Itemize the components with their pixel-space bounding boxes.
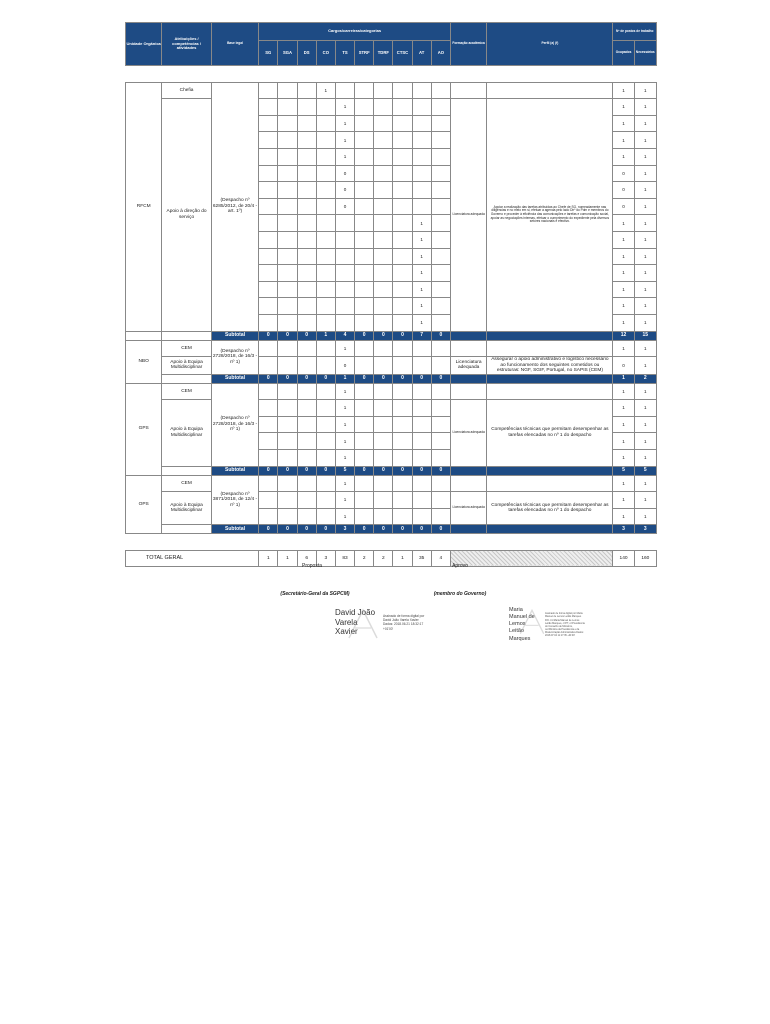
apoio-nbo: Apoio à Equipa Multidisciplinar <box>162 357 211 375</box>
table-row: 1 1 1 <box>126 281 657 298</box>
table-row: 1 1 1 <box>126 508 657 525</box>
role-left: (Secretário-Geral da SGPCM) <box>280 591 350 597</box>
unit-gps: GPS <box>126 383 162 475</box>
cat-sg: SG <box>259 41 278 66</box>
table-row: GPS CEM (Despacho nº 2728/2018, de 16/3 - nº 1) 1 1 1 <box>126 383 657 400</box>
table-row: 1 1 1 <box>126 231 657 248</box>
cem-label: CEM <box>162 340 211 357</box>
formacao-gps: Licenciatura adequada <box>450 400 486 466</box>
apoio-rfcm: Apoio à direção do serviço <box>162 99 211 331</box>
total-row: TOTAL GERAL 1 1 6 3 83 2 2 1 35 4 140 160 <box>126 550 657 566</box>
cat-strf: STRF <box>355 41 374 66</box>
staff-map-table <box>125 22 657 567</box>
table-row: 1 1 1 <box>126 265 657 282</box>
formacao-ops: Licenciatura adequada <box>450 492 486 525</box>
subtotal-label: Subtotal <box>211 374 258 383</box>
header-row-1 <box>126 23 657 41</box>
cem-label: CEM <box>162 475 211 492</box>
role-right: (membro do Governo) <box>433 591 487 597</box>
table-row: 1 1 1 <box>126 215 657 232</box>
table-row: NBO CEM (Despacho nº 2728/2018, de 16/3 - nº 1) 1 1 1 <box>126 340 657 357</box>
signature-seal-icon <box>345 606 381 642</box>
table-row: 1 1 1 <box>126 416 657 433</box>
formacao-nbo: Licenciatura adequada <box>450 357 486 375</box>
unit-ops: OPS <box>126 475 162 534</box>
base-legal-nbo: (Despacho nº 2728/2018, de 16/3 - nº 1) <box>211 340 258 374</box>
perfil-gps: Competências técnicas que permitam desempenhar as tarefas elencadas no nº 1 do despacho <box>487 400 613 466</box>
proposta-label: Proposta <box>301 563 322 569</box>
table-row: RFCM Chefia (Despacho nº 6285/2012, de 20/4 - art. 1º) 1 1 1 <box>126 82 657 99</box>
signer-meta-right: Assinado de forma digital por Maria Manuel de Lemos Leitão Marques DN: cn=Maria Manuel de Lemos Leitão Marques, c=PT, o=Presidência do Conselho de Ministros, ou=Ministra da Presidência e da Modernização Administrativa Dados: 2018.07.04 11:17:35 +01'00' <box>545 612 585 638</box>
table-row: Apoio à Equipa Multidisciplinar 1 Licenciatura adequada Competências técnicas que permitam desempenhar as tarefas elencadas no nº 1 do despacho 1 1 <box>126 492 657 509</box>
cem-label: CEM <box>162 383 211 400</box>
table-row: 0 0 1 <box>126 165 657 182</box>
cat-ts: TS <box>335 41 354 66</box>
table-row: 0 0 1 <box>126 198 657 215</box>
spacer-row <box>126 66 657 83</box>
apoio-gps: Apoio à Equipa Multidisciplinar <box>162 400 211 466</box>
col-necessarios: Necessários <box>634 41 656 66</box>
col-unidade: Unidade Orgânica <box>126 23 162 66</box>
cat-ds: DS <box>297 41 316 66</box>
chefia-label: Chefia <box>162 82 211 99</box>
signature-footer <box>125 560 657 660</box>
subtotal-row-ops: Subtotal 0 0 0 0 3 0 0 0 0 0 3 3 <box>126 525 657 534</box>
table-row: 1 1 1 <box>126 148 657 165</box>
staff-map-sheet <box>125 22 657 567</box>
table-row: OPS CEM (Despacho nº 3871/2018, de 12/4 - nº 1) 1 1 1 <box>126 475 657 492</box>
cat-at: AT <box>412 41 431 66</box>
table-row: 1 1 1 <box>126 115 657 132</box>
col-cargos: Cargos/carreiras/categorias <box>259 23 451 41</box>
table-row: 0 0 1 <box>126 182 657 199</box>
signer-meta-left: Assinado de forma digital por David João Varela Xavier Dados: 2018.06.21 18:32:17 +01'00' <box>383 614 425 631</box>
col-formacao: Formação académica <box>450 23 486 66</box>
unit-rfcm: RFCM <box>126 82 162 331</box>
cat-ao: AO <box>431 41 450 66</box>
subtotal-row-rfcm: Subtotal 0 0 0 1 4 0 0 0 7 0 12 15 <box>126 331 657 340</box>
total-label: TOTAL GERAL <box>126 550 259 566</box>
table-row: Apoio à direção do serviço 1 Licenciatura adequada Apoiar a realização das tarefas atribuídas ao Chefe de SG, nomeadamente nas diligências e no meio em si, efetuar a agenda pelo lado Dirº do Pdm e membros do Governo e proceder à eficiência das comunicações e tarefas e comunicação social, apoiar as negociações internas, efetuar o cumprimento do expediente pela diversos setores nacionais e efectivo. 1 1 <box>126 99 657 116</box>
subtotal-label: Subtotal <box>211 466 258 475</box>
table-row: 1 1 1 <box>126 433 657 450</box>
base-legal-gps: (Despacho nº 2728/2018, de 16/3 - nº 1) <box>211 383 258 466</box>
perfil-ops: Competências técnicas que permitam desempenhar as tarefas elencadas no nº 1 do despacho <box>487 492 613 525</box>
col-base-legal: Base legal <box>211 23 258 66</box>
base-legal-rfcm: (Despacho nº 6285/2012, de 20/4 - art. 1º) <box>211 82 258 331</box>
cat-tdrf: TDRF <box>374 41 393 66</box>
table-row: 1 1 1 <box>126 248 657 265</box>
table-row: 1 1 1 <box>126 132 657 149</box>
apoio-ops: Apoio à Equipa Multidisciplinar <box>162 492 211 525</box>
col-ocupados: Ocupados <box>613 41 634 66</box>
table-row: Apoio à Equipa Multidisciplinar 1 Licenciatura adequada Competências técnicas que permitam desempenhar as tarefas elencadas no nº 1 do despacho 1 1 <box>126 400 657 417</box>
signer-name-right: Maria Manuel de Lemos Leitão Marques <box>509 607 535 642</box>
signer-name-left: David João Varela Xavier <box>335 608 376 637</box>
col-atribuicoes: Atribuições / competências / atividades <box>162 23 211 66</box>
signature-left <box>335 608 427 637</box>
signature-seal-icon <box>517 607 547 637</box>
subtotal-label: Subtotal <box>211 525 258 534</box>
base-legal-ops: (Despacho nº 3871/2018, de 12/4 - nº 1) <box>211 475 258 525</box>
unit-nbo: NBO <box>126 340 162 383</box>
subtotal-row-nbo: Subtotal 0 0 0 0 1 0 0 0 0 0 1 2 <box>126 374 657 383</box>
table-row: 1 1 1 <box>126 298 657 315</box>
aprovo-label: Aprovo <box>452 563 468 569</box>
perfil-nbo: Assegurar o apoio administrativo e logístico necessário ao funcionamento dos seguintes cometidos ou estruturas: NGF, SGIF, Portugal, no SAPIS (CEM) <box>487 357 613 375</box>
table-row: 1 1 1 <box>126 450 657 467</box>
cat-co: CO <box>316 41 335 66</box>
col-postos: Nº de postos de trabalho <box>613 23 657 41</box>
col-perfil: Perfil (a) (f) <box>487 23 613 66</box>
formacao-rfcm: Licenciatura adequada <box>450 99 486 331</box>
perfil-rfcm: Apoiar a realização das tarefas atribuídas ao Chefe de SG, nomeadamente nas diligências e no meio em si, efetuar a agenda pelo lado Dirº do Pdm e membros do Governo e proceder à eficiência das comunicações e tarefas e comunicação social, apoiar as negociações internas, efetuar o cumprimento do expediente pela diversos setores nacionais e efectivo. <box>487 99 613 331</box>
table-row: Apoio à Equipa Multidisciplinar 0 Licenciatura adequada Assegurar o apoio administrativo e logístico necessário ao funcionamento dos seguintes cometidos ou estruturas: NGF, SGIF, Portugal, no SAPIS (CEM) 0 1 <box>126 357 657 375</box>
cat-sga: SGA <box>278 41 297 66</box>
subtotal-row-gps: Subtotal 0 0 0 0 5 0 0 0 0 0 5 5 <box>126 466 657 475</box>
cat-ctsc: CTSC <box>393 41 412 66</box>
subtotal-label: Subtotal <box>211 331 258 340</box>
signature-right <box>509 607 585 643</box>
table-row: 1 1 1 <box>126 314 657 331</box>
